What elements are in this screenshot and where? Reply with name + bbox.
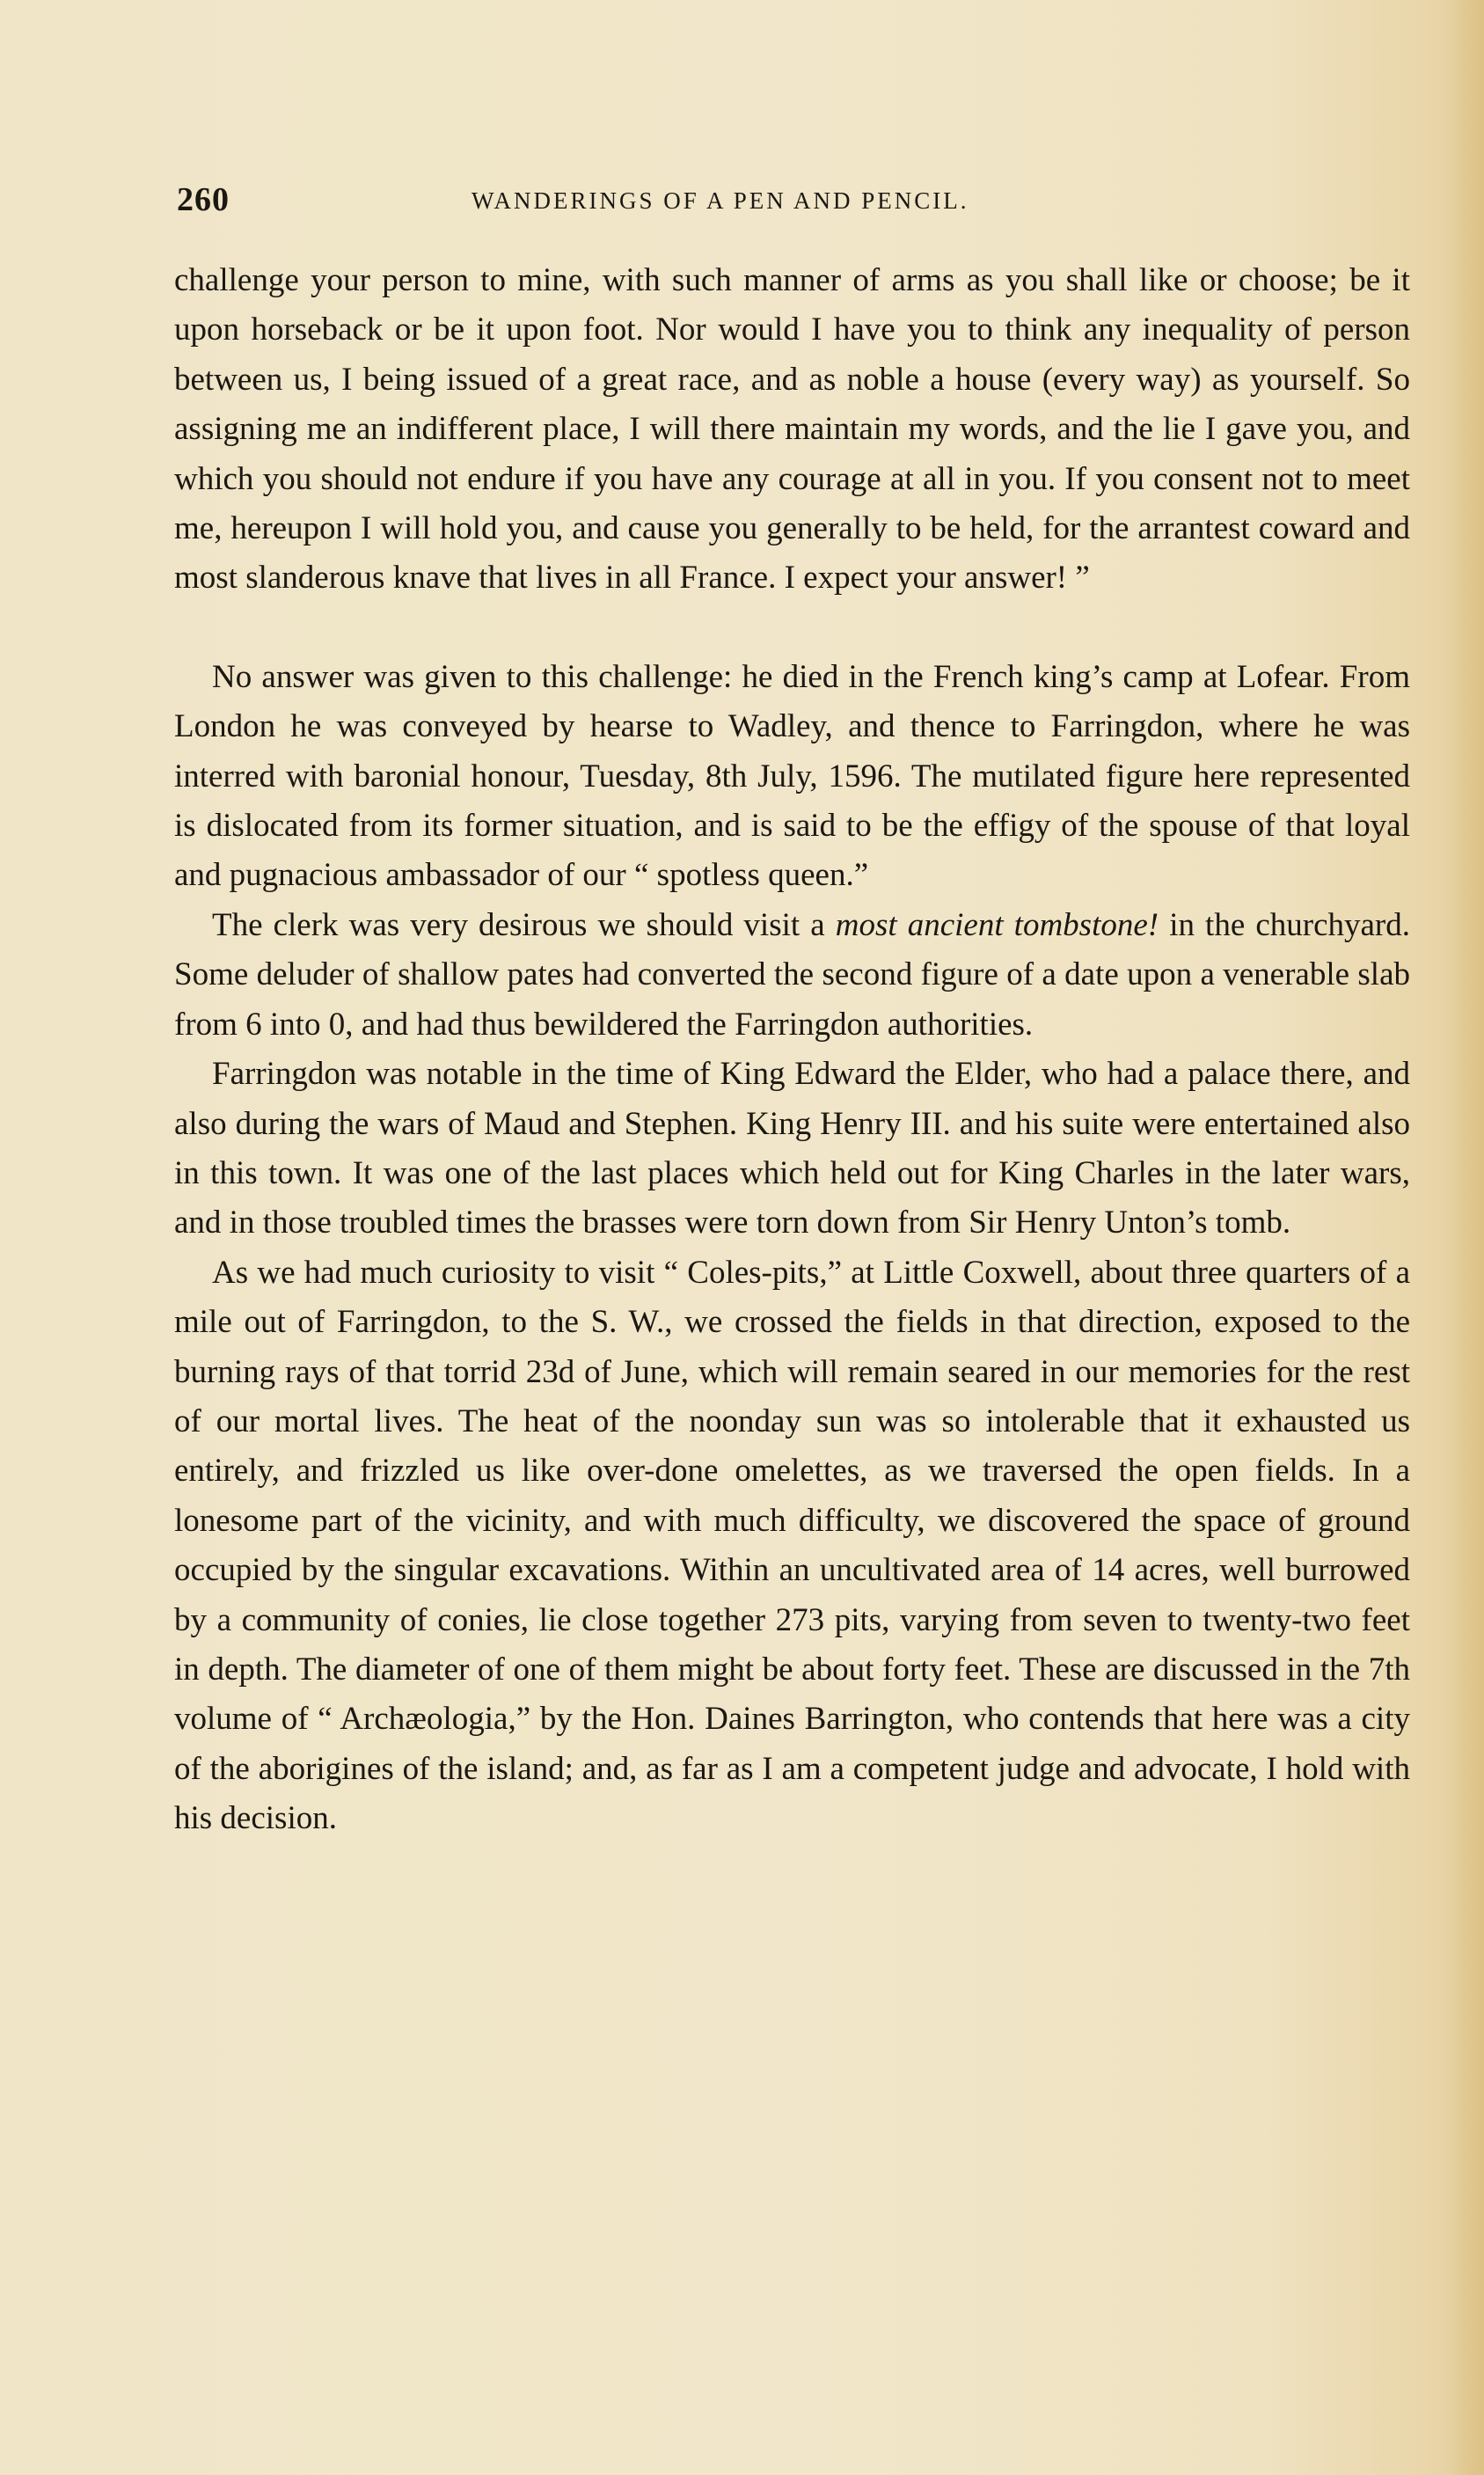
page-edge-shading <box>1449 0 1484 2475</box>
italic-phrase: most ancient tombstone! <box>835 906 1159 943</box>
paragraph-farringdon-history: Farringdon was notable in the time of King Edward the Elder, who had a palace there, and also during the wars of Maud and Stephen. King Henry III. and his suite were entertained also in this town. It was one of the last places which held out for King Charles in the later wars, and in those troubled times the brasses were torn down from Sir Henry Unton’s tomb. <box>174 1056 1410 1241</box>
page-number: 260 <box>177 181 230 218</box>
paragraph-challenge: challenge your person to mine, with such manner of arms as you shall like or choose; be it upon horseback or be it upon foot. Nor would I have you to think any inequality of person between us, I being issued of a great race, and as noble a house (every way) as yourself. So assigning me an indifferent place, I will there maintain my words, and the lie I gave you, and which you should not endure if you have any courage at all in you. If you consent not to meet me, hereupon I will hold you, and cause you generally to be held, for the arrantest coward and most slanderous knave that lives in all France. I expect your answer! ” <box>174 262 1410 597</box>
paragraph-clerk <box>174 901 1410 1050</box>
paragraph-clerk-text-end: in the churchyard. Some deluder of shallow pates had converted the second figure of a date upon a venerable slab from 6 into 0, and had thus bewildered the Farringdon authorities. <box>174 906 1410 1043</box>
paragraph-clerk-text-start: The clerk was very desirous we should visit a <box>212 906 836 943</box>
running-head <box>177 180 1417 224</box>
paragraph-coles-pits: As we had much curiosity to visit “ Coles-pits,” at Little Coxwell, about three quarters of a mile out of Farringdon, to the S. W., we crossed the fields in that direction, exposed to the burning rays of that torrid 23d of June, which will remain seared in our memories for the rest of our mortal lives. The heat of the noonday sun was so intolerable that it exhausted us entirely, and frizzled us like over-done omelettes, as we traversed the open fields. In a lonesome part of the vicinity, and with much difficulty, we discovered the space of ground occupied by the singular excavations. Within an uncultivated area of 14 acres, well burrowed by a community of conies, lie close together 273 pits, varying from seven to twenty-two feet in depth. The diameter of one of them might be about forty feet. These are discussed in the 7th volume of “ Archæologia,” by the Hon. Daines Barrington, who contends that here was a city of the aborigines of the island; and, as far as I am a competent judge and advocate, I hold with his decision. <box>174 1254 1410 1837</box>
running-title: WANDERINGS OF A PEN AND PENCIL. <box>472 187 969 214</box>
body-text <box>174 256 1410 1844</box>
paragraph-no-answer: No answer was given to this challenge: he died in the French king’s camp at Lofear. From London he was conveyed by hearse to Wadley, and thence to Farringdon, where he was interred with baronial honour, Tuesday, 8th July, 1596. The mutilated figure here represented is dislocated from its former situation, and is said to be the effigy of the spouse of that loyal and pugnacious ambassador of our “ spotless queen.” <box>174 658 1410 894</box>
